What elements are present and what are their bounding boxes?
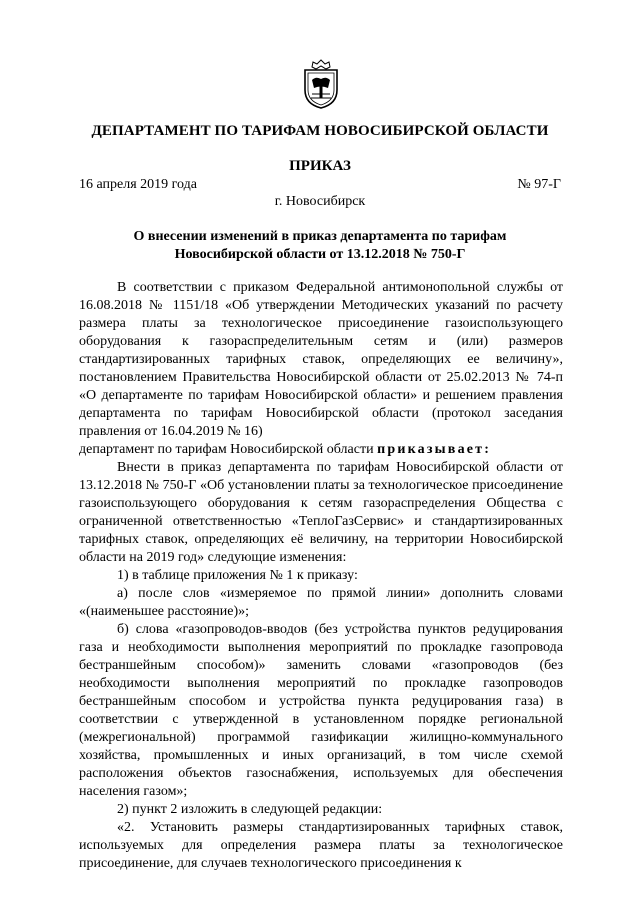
paragraph-amendments: Внести в приказ департамента по тарифам Новосибирской области от 13.12.2018 № 750-Г «Об установлении платы за технологическое присоединение газоиспользующего оборудования к сетям газораспределения Общества с ограниченной ответственностью «ТеплоГазСервис» и стандартизированных тарифных ставок, определяющих её величину, на территории Новосибирской области на 2019 год» следующие изменения: (79, 460, 563, 565)
order-number: № 97-Г (517, 177, 561, 192)
paragraph-item-2-text: «2. Установить размеры стандартизированных тарифных ставок, используемых для определения размера платы за технологическое присоединение, для случаев технологического присоединения к (79, 820, 563, 871)
paragraph-item-2: 2) пункт 2 изложить в следующей редакции: (117, 802, 383, 817)
paragraph-item-1: 1) в таблице приложения № 1 к приказу: (117, 568, 358, 583)
paragraph-item-1b: б) слова «газопроводов-вводов (без устройства пунктов редуцирования газа и необходимости выполнения мероприятий по прокладке газопровода бестраншейным способом)» заменить словами «газопроводов (без необходимости выполнения мероприятий по прокладке газопроводов бестраншейным способом и устройства пункта редуцирования газа) в соответствии с утвержденной в установленном порядке региональной (межрегиональной) программой газификации жилищно-коммунального хозяйства, промышленных и иных организаций, в том числе схемой расположения объектов газоснабжения, используемых для обеспечения населения газом»; (79, 622, 563, 799)
order-keyword: приказывает: (377, 442, 492, 457)
department-name: ДЕПАРТАМЕНТ ПО ТАРИФАМ НОВОСИБИРСКОЙ ОБЛАСТИ (91, 123, 549, 139)
coat-of-arms-emblem (300, 58, 342, 110)
document-type: ПРИКАЗ (289, 158, 351, 174)
order-date: 16 апреля 2019 года (79, 177, 197, 192)
paragraph-order-clause (79, 441, 563, 459)
order-subject: О внесении изменений в приказ департамента по тарифам Новосибирской области от 13.12.2018 № 750-Г (133, 229, 507, 262)
order-body (79, 279, 563, 873)
order-clause-prefix: департамент по тарифам Новосибирской области (79, 442, 378, 457)
paragraph-basis: В соответствии с приказом Федеральной антимонопольной службы от 16.08.2018 № 1151/18 «Об утверждении Методических указаний по расчету размера платы за технологическое присоединение газоиспользующего оборудования к газораспределительным сетям и (или) размеров стандартизированных тарифных ставок, определяющих ее величину», постановлением Правительства Новосибирской области от 25.02.2013 № 74-п «О департаменте по тарифам Новосибирской области» и решением правления департамента по тарифам Новосибирской области (протокол заседания правления от 16.04.2019 № 16) (79, 280, 563, 439)
paragraph-item-1a: а) после слов «измеряемое по прямой линии» дополнить словами «(наименьшее расстояние)»; (79, 586, 563, 619)
city: г. Новосибирск (274, 194, 366, 209)
